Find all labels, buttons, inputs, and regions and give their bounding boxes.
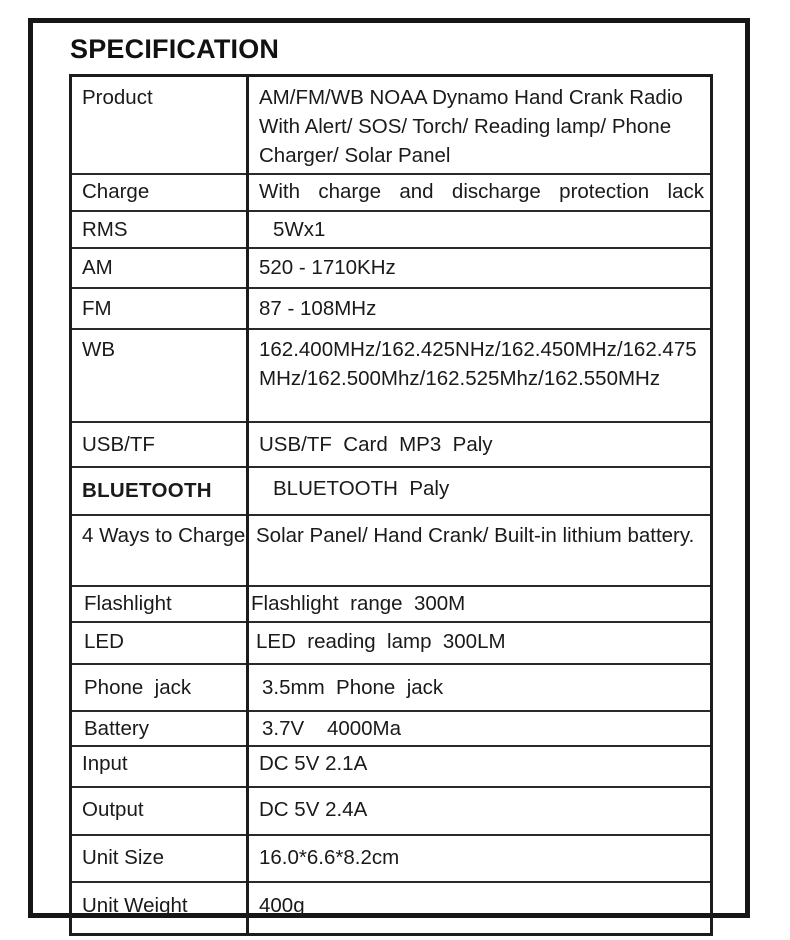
table-row xyxy=(71,248,712,288)
table-row xyxy=(71,467,712,515)
table-row xyxy=(71,622,712,664)
spec-value-output: DC 5V 2.4A xyxy=(248,787,712,835)
table-row xyxy=(71,515,712,586)
spec-value-phone-jack: 3.5mm Phone jack xyxy=(248,664,712,711)
table-row xyxy=(71,288,712,329)
spec-value-am: 520 - 1710KHz xyxy=(248,248,712,288)
table-row xyxy=(71,422,712,467)
spec-value-fm: 87 - 108MHz xyxy=(248,288,712,329)
spec-label-led: LED xyxy=(71,622,248,664)
spec-value-wb: 162.400MHz/162.425NHz/162.450MHz/162.475MHz/162.500Mhz/162.525Mhz/162.550MHz xyxy=(248,329,712,422)
table-row xyxy=(71,882,712,935)
spec-label-am: AM xyxy=(71,248,248,288)
spec-label-unit-weight: Unit Weight xyxy=(71,882,248,935)
spec-label-input: Input xyxy=(71,746,248,787)
spec-label-output: Output xyxy=(71,787,248,835)
spec-value-battery: 3.7V 4000Ma xyxy=(248,711,712,746)
spec-label-usb-tf: USB/TF xyxy=(71,422,248,467)
spec-label-phone-jack: Phone jack xyxy=(71,664,248,711)
spec-label-charge: Charge xyxy=(71,174,248,211)
spec-value-flashlight: Flashlight range 300M xyxy=(248,586,712,622)
spec-label-flashlight: Flashlight xyxy=(71,586,248,622)
spec-label-rms: RMS xyxy=(71,211,248,248)
table-row xyxy=(71,711,712,746)
spec-value-bluetooth: BLUETOOTH Paly xyxy=(248,467,712,515)
spec-label-wb: WB xyxy=(71,329,248,422)
table-row xyxy=(71,664,712,711)
table-row xyxy=(71,329,712,422)
spec-value-charge: With charge and discharge protection lack xyxy=(248,174,712,211)
spec-value-input: DC 5V 2.1A xyxy=(248,746,712,787)
spec-value-unit-size: 16.0*6.6*8.2cm xyxy=(248,835,712,882)
spec-value-product: AM/FM/WB NOAA Dynamo Hand Crank Radio With Alert/ SOS/ Torch/ Reading lamp/ Phone Charger/ Solar Panel xyxy=(248,76,712,175)
table-row xyxy=(71,211,712,248)
spec-value-rms: 5Wx1 xyxy=(248,211,712,248)
spec-label-4-ways-to-charge: 4 Ways to Charge xyxy=(71,515,248,586)
table-row xyxy=(71,174,712,211)
spec-label-product: Product xyxy=(71,76,248,175)
table-row xyxy=(71,746,712,787)
spec-label-fm: FM xyxy=(71,288,248,329)
spec-label-battery: Battery xyxy=(71,711,248,746)
spec-value-usb-tf: USB/TF Card MP3 Paly xyxy=(248,422,712,467)
spec-value-4-ways-to-charge: Solar Panel/ Hand Crank/ Built-in lithium battery. xyxy=(248,515,712,586)
table-row xyxy=(71,787,712,835)
spec-label-unit-size: Unit Size xyxy=(71,835,248,882)
table-row xyxy=(71,835,712,882)
table-row xyxy=(71,586,712,622)
spec-label-bluetooth: BLUETOOTH xyxy=(71,467,248,515)
table-row xyxy=(71,76,712,175)
page-title: SPECIFICATION xyxy=(70,34,280,64)
spec-value-led: LED reading lamp 300LM xyxy=(248,622,712,664)
specification-table xyxy=(69,74,713,936)
spec-value-unit-weight: 400g xyxy=(259,894,305,917)
